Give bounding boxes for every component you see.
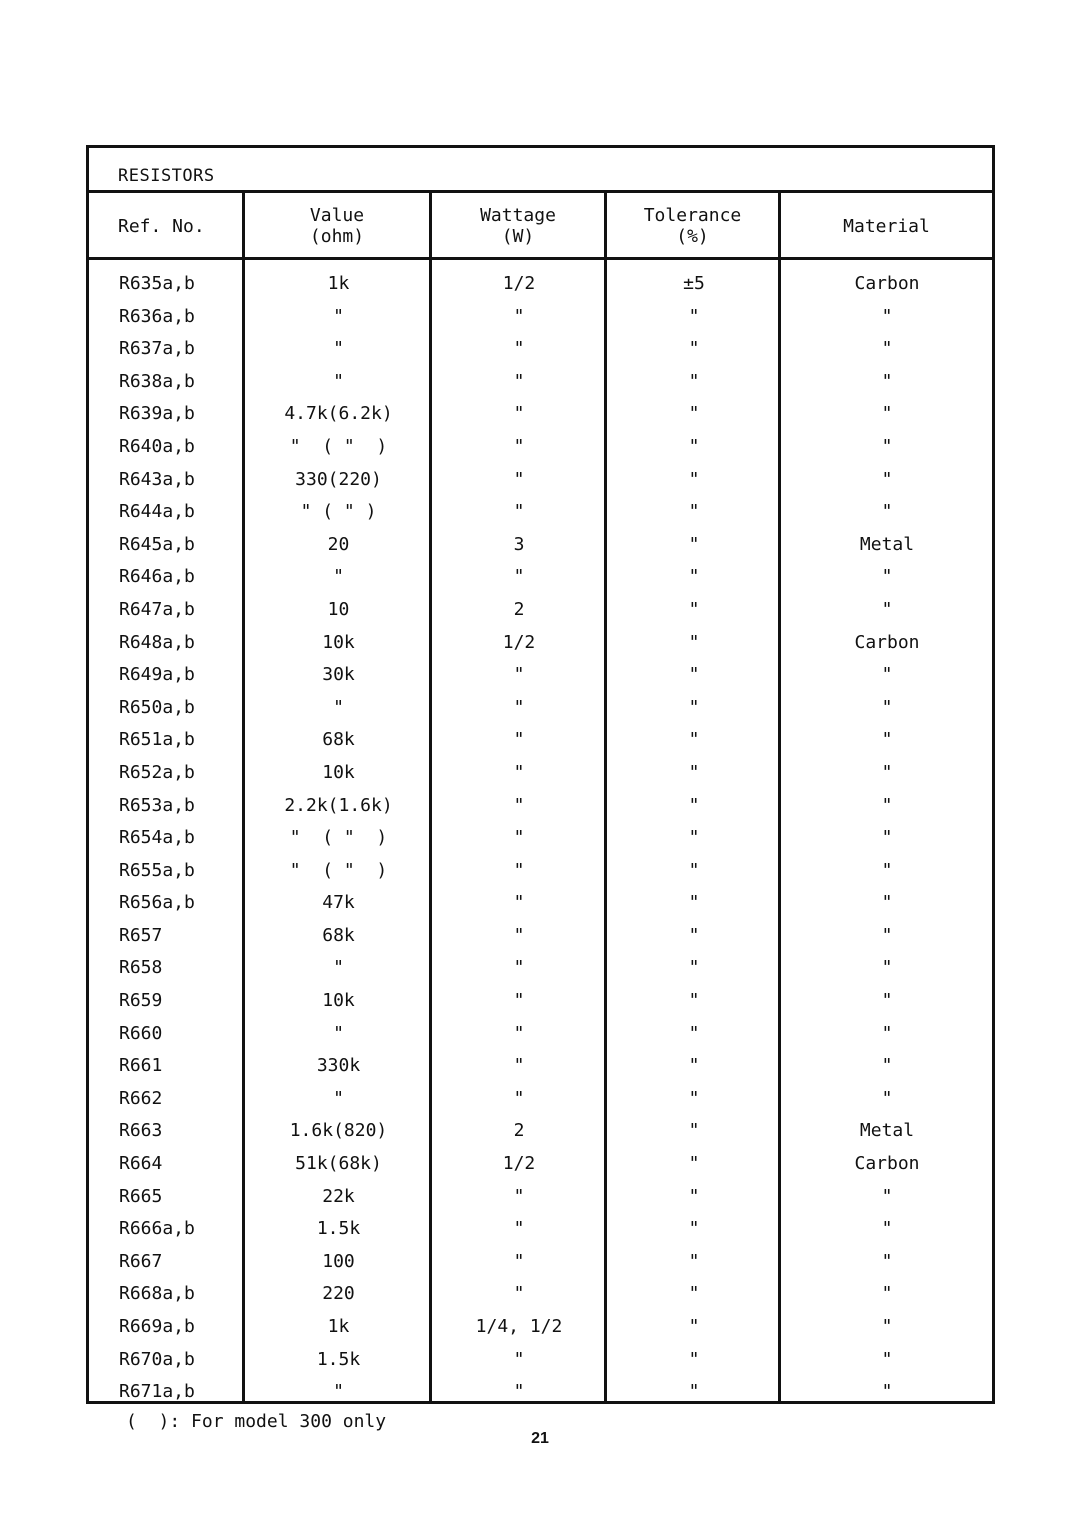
- material-cell: ": [881, 338, 893, 360]
- wattage-cell: ": [513, 729, 525, 751]
- tolerance-cell: ": [688, 533, 700, 555]
- material-cell: ": [881, 859, 893, 881]
- wattage-cell: ": [513, 370, 525, 392]
- tolerance-cell: ": [688, 761, 700, 783]
- ref-cell: R651a,b: [119, 729, 195, 751]
- wattage-cell: ": [513, 1218, 525, 1240]
- material-cell: ": [881, 370, 893, 392]
- material-cell: ": [881, 566, 893, 588]
- ref-cell: R647a,b: [119, 598, 195, 620]
- table-row: [89, 301, 992, 334]
- value-cell: 68k: [322, 729, 355, 751]
- ref-cell: R653a,b: [119, 794, 195, 816]
- table-row: [89, 1213, 992, 1246]
- wattage-cell: ": [513, 859, 525, 881]
- table-row: [89, 757, 992, 790]
- value-cell: ": [333, 1381, 344, 1403]
- wattage-cell: ": [513, 501, 525, 523]
- table-row: [89, 496, 992, 529]
- tolerance-cell: ": [688, 305, 700, 327]
- wattage-cell: 3: [513, 533, 525, 555]
- material-cell: ": [881, 990, 893, 1012]
- header-divider: [89, 257, 992, 260]
- ref-cell: R638a,b: [119, 370, 195, 392]
- tolerance-cell: ": [688, 435, 700, 457]
- ref-cell: R664: [119, 1153, 163, 1175]
- material-cell: ": [881, 435, 893, 457]
- header-unit: (W): [501, 226, 535, 247]
- ref-cell: R665: [119, 1185, 163, 1207]
- value-cell: 1k: [327, 273, 350, 294]
- ref-cell: R635a,b: [119, 273, 195, 294]
- value-cell: ": [333, 1087, 344, 1109]
- wattage-cell: ": [513, 468, 525, 490]
- table-row: [89, 366, 992, 399]
- value-cell: 68k: [322, 924, 355, 946]
- material-cell: ": [881, 794, 893, 816]
- wattage-cell: ": [513, 761, 525, 783]
- table-row: [89, 398, 992, 431]
- ref-cell: R639a,b: [119, 403, 195, 425]
- ref-cell: R645a,b: [119, 533, 195, 555]
- table-row: [89, 1246, 992, 1279]
- tolerance-cell: ": [688, 1218, 700, 1240]
- table-row: [89, 1083, 992, 1116]
- header-label: Ref. No.: [118, 215, 205, 237]
- wattage-cell: 2: [513, 598, 525, 620]
- tolerance-cell: ": [688, 859, 700, 881]
- value-cell: 10k: [322, 761, 355, 783]
- table-row: [89, 855, 992, 888]
- wattage-cell: 1/2: [502, 631, 536, 653]
- resistor-table: [86, 145, 995, 1404]
- wattage-cell: ": [513, 696, 525, 718]
- tolerance-cell: ": [688, 1120, 700, 1142]
- value-cell: 10k: [322, 631, 355, 653]
- ref-cell: R660: [119, 1022, 163, 1044]
- ref-cell: R663: [119, 1120, 163, 1142]
- material-cell: ": [881, 892, 893, 914]
- material-cell: ": [881, 1283, 893, 1305]
- table-row: [89, 1344, 992, 1377]
- wattage-cell: ": [513, 1087, 525, 1109]
- tolerance-cell: ": [688, 598, 700, 620]
- ref-cell: R658: [119, 957, 163, 979]
- wattage-cell: ": [513, 924, 525, 946]
- ref-cell: R668a,b: [119, 1283, 195, 1305]
- tolerance-cell: ": [688, 924, 700, 946]
- tolerance-cell: ": [688, 729, 700, 751]
- page-number: 21: [531, 1430, 549, 1447]
- value-cell: 220: [322, 1283, 355, 1305]
- value-cell: 330(220): [295, 468, 382, 490]
- table-row: [89, 920, 992, 953]
- ref-cell: R671a,b: [119, 1381, 195, 1403]
- material-cell: ": [881, 1218, 893, 1240]
- tolerance-cell: ": [688, 1348, 700, 1370]
- value-cell: ": [333, 338, 344, 360]
- table-row: [89, 790, 992, 823]
- value-cell: 2.2k(1.6k): [284, 794, 393, 816]
- header-value: [245, 195, 429, 257]
- tolerance-cell: ±5: [683, 273, 705, 294]
- material-cell: ": [881, 761, 893, 783]
- table-row: [89, 985, 992, 1018]
- tolerance-cell: ": [688, 566, 700, 588]
- value-cell: " ( " ): [289, 859, 388, 881]
- material-cell: Metal: [859, 1120, 915, 1142]
- tolerance-cell: ": [688, 403, 700, 425]
- wattage-cell: ": [513, 1283, 525, 1305]
- header-unit: (ohm): [309, 226, 365, 247]
- header-label: Material: [843, 215, 930, 237]
- wattage-cell: 1/2: [502, 1153, 536, 1175]
- material-cell: Metal: [859, 533, 915, 555]
- tolerance-cell: ": [688, 1153, 700, 1175]
- table-row: [89, 1148, 992, 1181]
- table-row: [89, 431, 992, 464]
- material-cell: ": [881, 1316, 893, 1337]
- wattage-cell: ": [513, 892, 525, 914]
- wattage-cell: ": [513, 957, 525, 979]
- title-divider: [89, 190, 992, 193]
- tolerance-cell: ": [688, 1022, 700, 1044]
- ref-cell: R657: [119, 924, 163, 946]
- material-cell: ": [881, 1381, 893, 1403]
- value-cell: ": [333, 566, 344, 588]
- material-cell: ": [881, 1348, 893, 1370]
- table-row: [89, 1115, 992, 1148]
- table-row: [89, 529, 992, 562]
- tolerance-cell: ": [688, 892, 700, 914]
- tolerance-cell: ": [688, 1185, 700, 1207]
- table-row: [89, 692, 992, 725]
- ref-cell: R659: [119, 990, 163, 1012]
- ref-cell: R662: [119, 1087, 163, 1109]
- ref-cell: R669a,b: [119, 1316, 195, 1337]
- material-cell: Carbon: [854, 1153, 920, 1175]
- value-cell: ": [333, 696, 344, 718]
- table-row: [89, 887, 992, 920]
- material-cell: ": [881, 827, 893, 849]
- value-cell: 10k: [322, 990, 355, 1012]
- material-cell: ": [881, 403, 893, 425]
- wattage-cell: 1/4, 1/2: [475, 1316, 563, 1337]
- tolerance-cell: ": [688, 794, 700, 816]
- tolerance-cell: ": [688, 957, 700, 979]
- tolerance-cell: ": [688, 1283, 700, 1305]
- tolerance-cell: ": [688, 696, 700, 718]
- value-cell: ": [333, 370, 344, 392]
- ref-cell: R648a,b: [119, 631, 195, 653]
- tolerance-cell: ": [688, 827, 700, 849]
- header-unit: (%): [676, 226, 709, 247]
- table-row: [89, 268, 992, 301]
- header-ref-no: [89, 195, 242, 257]
- material-cell: ": [881, 468, 893, 490]
- wattage-cell: ": [513, 305, 525, 327]
- value-cell: 1.5k: [316, 1218, 361, 1240]
- table-row: [89, 333, 992, 366]
- table-row: [89, 724, 992, 757]
- material-cell: ": [881, 598, 893, 620]
- tolerance-cell: ": [688, 990, 700, 1012]
- wattage-cell: 2: [513, 1120, 525, 1142]
- table-row: [89, 1376, 992, 1409]
- table-row: [89, 822, 992, 855]
- wattage-cell: ": [513, 1348, 525, 1370]
- table-row: [89, 659, 992, 692]
- tolerance-cell: ": [688, 1316, 700, 1337]
- material-cell: ": [881, 1022, 893, 1044]
- value-cell: 51k(68k): [295, 1153, 382, 1175]
- wattage-cell: ": [513, 566, 525, 588]
- tolerance-cell: ": [688, 501, 700, 523]
- header-label: Wattage: [480, 205, 556, 226]
- value-cell: 30k: [322, 664, 355, 686]
- material-cell: ": [881, 924, 893, 946]
- footnote: ( ): For model 300 only: [126, 1411, 387, 1432]
- value-cell: ": [333, 1022, 344, 1044]
- section-title: RESISTORS: [118, 166, 215, 186]
- header-label: Tolerance: [643, 205, 742, 226]
- material-cell: ": [881, 1055, 893, 1077]
- ref-cell: R650a,b: [119, 696, 195, 718]
- table-row: [89, 952, 992, 985]
- wattage-cell: ": [513, 990, 525, 1012]
- table-row: [89, 464, 992, 497]
- value-cell: 22k: [322, 1185, 355, 1207]
- tolerance-cell: ": [688, 1055, 700, 1077]
- header-label: Value: [309, 205, 365, 226]
- ref-cell: R666a,b: [119, 1218, 195, 1240]
- wattage-cell: ": [513, 403, 525, 425]
- ref-cell: R646a,b: [119, 566, 195, 588]
- table-row: [89, 594, 992, 627]
- ref-cell: R655a,b: [119, 859, 195, 881]
- table-body: [89, 268, 992, 1409]
- wattage-cell: ": [513, 435, 525, 457]
- wattage-cell: ": [513, 827, 525, 849]
- ref-cell: R649a,b: [119, 664, 195, 686]
- material-cell: ": [881, 696, 893, 718]
- material-cell: ": [881, 1185, 893, 1207]
- tolerance-cell: ": [688, 1381, 700, 1403]
- value-cell: 1.5k: [316, 1348, 361, 1370]
- header-material: [781, 195, 992, 257]
- material-cell: ": [881, 1087, 893, 1109]
- header-tolerance: [607, 195, 778, 257]
- value-cell: 4.7k(6.2k): [284, 403, 393, 425]
- tolerance-cell: ": [688, 631, 700, 653]
- tolerance-cell: ": [688, 1087, 700, 1109]
- value-cell: 1.6k(820): [289, 1120, 388, 1142]
- wattage-cell: ": [513, 1250, 525, 1272]
- wattage-cell: ": [513, 1055, 525, 1077]
- value-cell: ": [333, 305, 344, 327]
- value-cell: 20: [327, 533, 350, 555]
- value-cell: 47k: [322, 892, 355, 914]
- ref-cell: R643a,b: [119, 468, 195, 490]
- value-cell: 100: [322, 1250, 355, 1272]
- table-row: [89, 627, 992, 660]
- ref-cell: R656a,b: [119, 892, 195, 914]
- ref-cell: R652a,b: [119, 761, 195, 783]
- value-cell: ": [333, 957, 344, 979]
- ref-cell: R636a,b: [119, 305, 195, 327]
- tolerance-cell: ": [688, 338, 700, 360]
- value-cell: 10: [327, 598, 350, 620]
- tolerance-cell: ": [688, 468, 700, 490]
- table-row: [89, 1311, 992, 1344]
- tolerance-cell: ": [688, 664, 700, 686]
- table-row: [89, 1050, 992, 1083]
- material-cell: ": [881, 729, 893, 751]
- ref-cell: R637a,b: [119, 338, 195, 360]
- wattage-cell: 1/2: [502, 273, 536, 294]
- ref-cell: R654a,b: [119, 827, 195, 849]
- value-cell: " ( " ): [289, 435, 388, 457]
- tolerance-cell: ": [688, 370, 700, 392]
- material-cell: ": [881, 1250, 893, 1272]
- table-row: [89, 1018, 992, 1051]
- wattage-cell: ": [513, 664, 525, 686]
- material-cell: ": [881, 501, 893, 523]
- header-wattage: [432, 195, 604, 257]
- wattage-cell: ": [513, 1022, 525, 1044]
- ref-cell: R670a,b: [119, 1348, 195, 1370]
- value-cell: " ( " ): [300, 501, 377, 523]
- wattage-cell: ": [513, 338, 525, 360]
- value-cell: 1k: [327, 1316, 350, 1337]
- material-cell: Carbon: [854, 631, 920, 653]
- material-cell: ": [881, 664, 893, 686]
- material-cell: ": [881, 957, 893, 979]
- value-cell: " ( " ): [289, 827, 388, 849]
- ref-cell: R640a,b: [119, 435, 195, 457]
- wattage-cell: ": [513, 1381, 525, 1403]
- tolerance-cell: ": [688, 1250, 700, 1272]
- table-row: [89, 561, 992, 594]
- ref-cell: R644a,b: [119, 501, 195, 523]
- material-cell: ": [881, 305, 893, 327]
- ref-cell: R661: [119, 1055, 163, 1077]
- ref-cell: R667: [119, 1250, 163, 1272]
- value-cell: 330k: [316, 1055, 361, 1077]
- table-row: [89, 1181, 992, 1214]
- wattage-cell: ": [513, 794, 525, 816]
- material-cell: Carbon: [854, 273, 920, 294]
- table-row: [89, 1278, 992, 1311]
- wattage-cell: ": [513, 1185, 525, 1207]
